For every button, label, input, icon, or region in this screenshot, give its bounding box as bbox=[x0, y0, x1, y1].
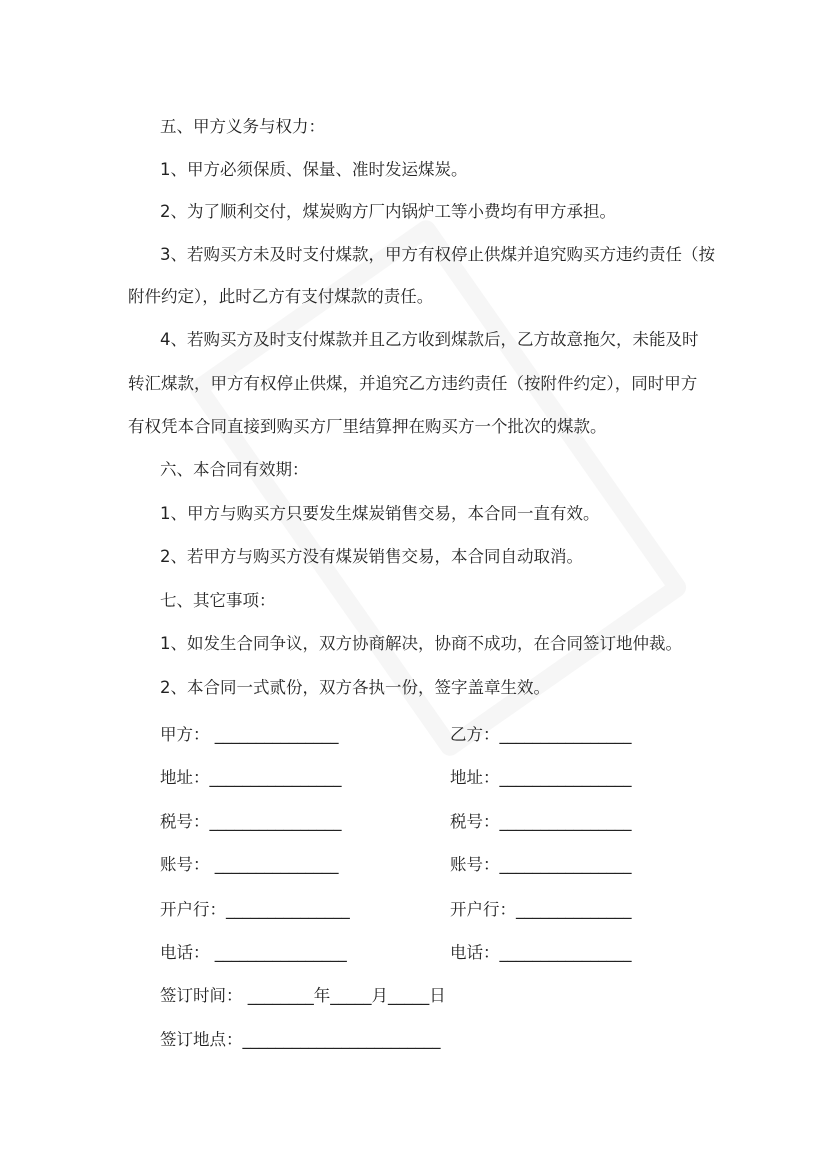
clause-6-2: 2、若甲方与购买方没有煤炭销售交易，本合同自动取消。 bbox=[160, 547, 583, 566]
clause-5-3-line2: 附件约定），此时乙方有支付煤款的责任。 bbox=[128, 287, 434, 306]
party-b-address-field: 地址：________________ bbox=[450, 768, 632, 787]
clause-5-1: 1、甲方必须保质、保量、准时发运煤炭。 bbox=[160, 160, 468, 179]
section-7-heading: 七、其它事项： bbox=[160, 591, 276, 610]
party-b-tax-id-field: 税号：________________ bbox=[450, 812, 632, 831]
clause-5-4-line1: 4、若购买方及时支付煤款并且乙方收到煤款后，乙方故意拖欠，未能及时 bbox=[160, 330, 699, 349]
section-5-heading: 五、甲方义务与权力： bbox=[160, 117, 325, 136]
party-b-bank-field: 开户行：______________ bbox=[450, 900, 632, 919]
section-6-heading: 六、本合同有效期： bbox=[160, 460, 309, 479]
sign-date-field: 签订时间： ________年_____月_____日 bbox=[160, 986, 446, 1005]
clause-5-2: 2、为了顺利交付，煤炭购方厂内锅炉工等小费均有甲方承担。 bbox=[160, 202, 616, 221]
party-a-tax-id-field: 税号：________________ bbox=[160, 812, 342, 831]
clause-5-3-line1: 3、若购买方未及时支付煤款，甲方有权停止供煤并追究购买方违约责任（按 bbox=[160, 245, 715, 264]
clause-5-4-line3: 有权凭本合同直接到购买方厂里结算押在购买方一个批次的煤款。 bbox=[128, 417, 607, 436]
party-a-bank-field: 开户行：_______________ bbox=[160, 900, 350, 919]
party-a-address-field: 地址：________________ bbox=[160, 768, 342, 787]
party-b-field: 乙方：________________ bbox=[450, 725, 632, 744]
sign-place-field: 签订地点：________________________ bbox=[160, 1030, 441, 1049]
party-a-phone-field: 电话： ________________ bbox=[160, 943, 347, 962]
party-b-phone-field: 电话：________________ bbox=[450, 943, 632, 962]
clause-6-1: 1、甲方与购买方只要发生煤炭销售交易，本合同一直有效。 bbox=[160, 504, 600, 523]
party-b-account-field: 账号：________________ bbox=[450, 855, 632, 874]
clause-7-1: 1、如发生合同争议，双方协商解决，协商不成功，在合同签订地仲裁。 bbox=[160, 634, 682, 653]
party-a-account-field: 账号： _______________ bbox=[160, 855, 339, 874]
party-a-field: 甲方： _______________ bbox=[160, 725, 339, 744]
clause-7-2: 2、本合同一式贰份，双方各执一份，签字盖章生效。 bbox=[160, 678, 550, 697]
clause-5-4-line2: 转汇煤款，甲方有权停止供煤，并追究乙方违约责任（按附件约定），同时甲方 bbox=[128, 374, 698, 393]
